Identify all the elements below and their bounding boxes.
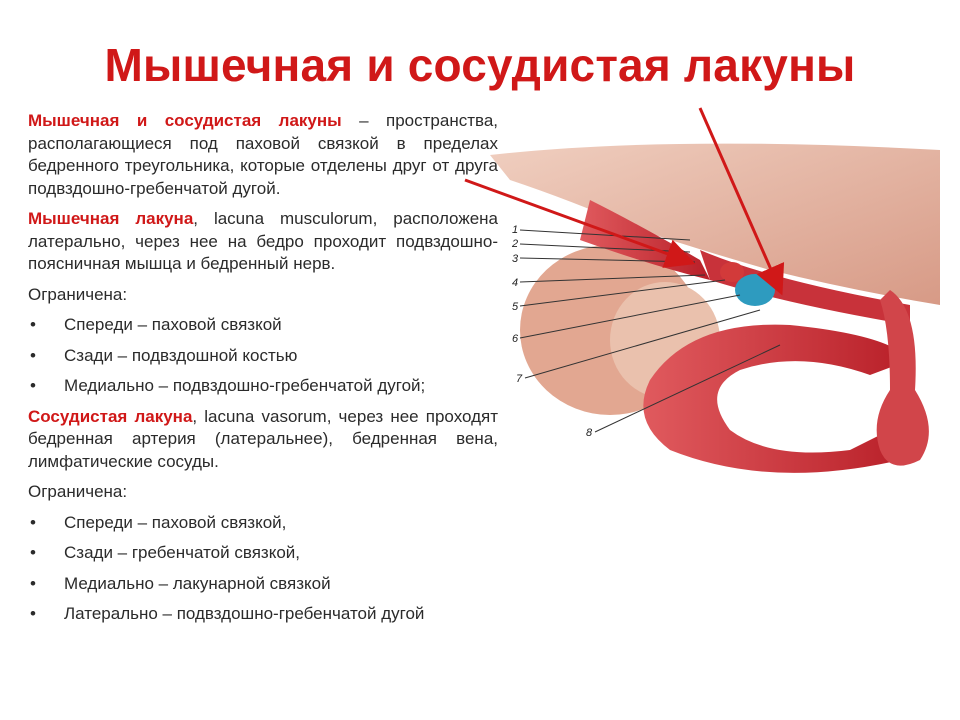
muscular-bounded-label: Ограничена: [28, 284, 128, 304]
vascular-lead: Сосудистая лакуна [28, 406, 193, 426]
bullet-icon: • [30, 345, 36, 365]
bullet-icon: • [30, 573, 36, 593]
list-item: • Спереди – паховой связкой, [28, 512, 498, 535]
list-item: • Медиально – подвздошно-гребенчатой дугой; [28, 375, 498, 398]
page-title: Мышечная и сосудистая лакуны [104, 39, 856, 91]
figure-label-2: 2 [512, 238, 519, 250]
figure-label-7: 7 [516, 373, 523, 385]
figure-label-1: 1 [512, 224, 519, 236]
list-item: • Латерально – подвздошно-гребенчатой дугой [28, 603, 498, 626]
bullet-icon: • [30, 512, 36, 532]
bullet-icon: • [30, 376, 36, 395]
intro-rest: – пространства, располагающиеся под паховой связкой в пределах бедренного треугольника, которые отделены друг от друга подвздошно-гребенчатой дугой. [28, 111, 499, 198]
arrow-muscular-lacuna [465, 180, 690, 262]
list-item: • Медиально – лакунарной связкой [28, 573, 498, 596]
bullet-icon: • [30, 604, 36, 623]
muscular-lead: Мышечная лакуна [28, 209, 194, 228]
list-item: • Сзади – гребенчатой связкой, [28, 542, 498, 565]
vascular-rest: , lacuna vasorum, через нее проходят бедренная артерия (латеральнее), бедренная вена, лимфатические сосуды. [28, 406, 498, 471]
bullet-icon: • [30, 315, 36, 334]
muscular-rest: , lacuna musculorum, расположена латерально, через нее на бедро проходит подвздошно-поясничная мышца и бедренный нерв. [28, 209, 498, 273]
figure-label-8: 8 [586, 427, 593, 439]
arrow-vascular-lacuna [700, 108, 780, 290]
figure-label-4: 4 [512, 277, 519, 289]
figure-label-5: 5 [512, 301, 519, 313]
intro-lead: Мышечная и сосудистая лакуны [28, 111, 342, 130]
figure-label-3: 3 [512, 253, 519, 265]
figure-label-6: 6 [512, 333, 519, 345]
bullet-icon: • [30, 543, 36, 562]
list-item: • Спереди – паховой связкой [28, 314, 498, 337]
vascular-bounded-label: Ограничена: [28, 482, 128, 501]
list-item: • Сзади – подвздошной костью [28, 345, 498, 368]
